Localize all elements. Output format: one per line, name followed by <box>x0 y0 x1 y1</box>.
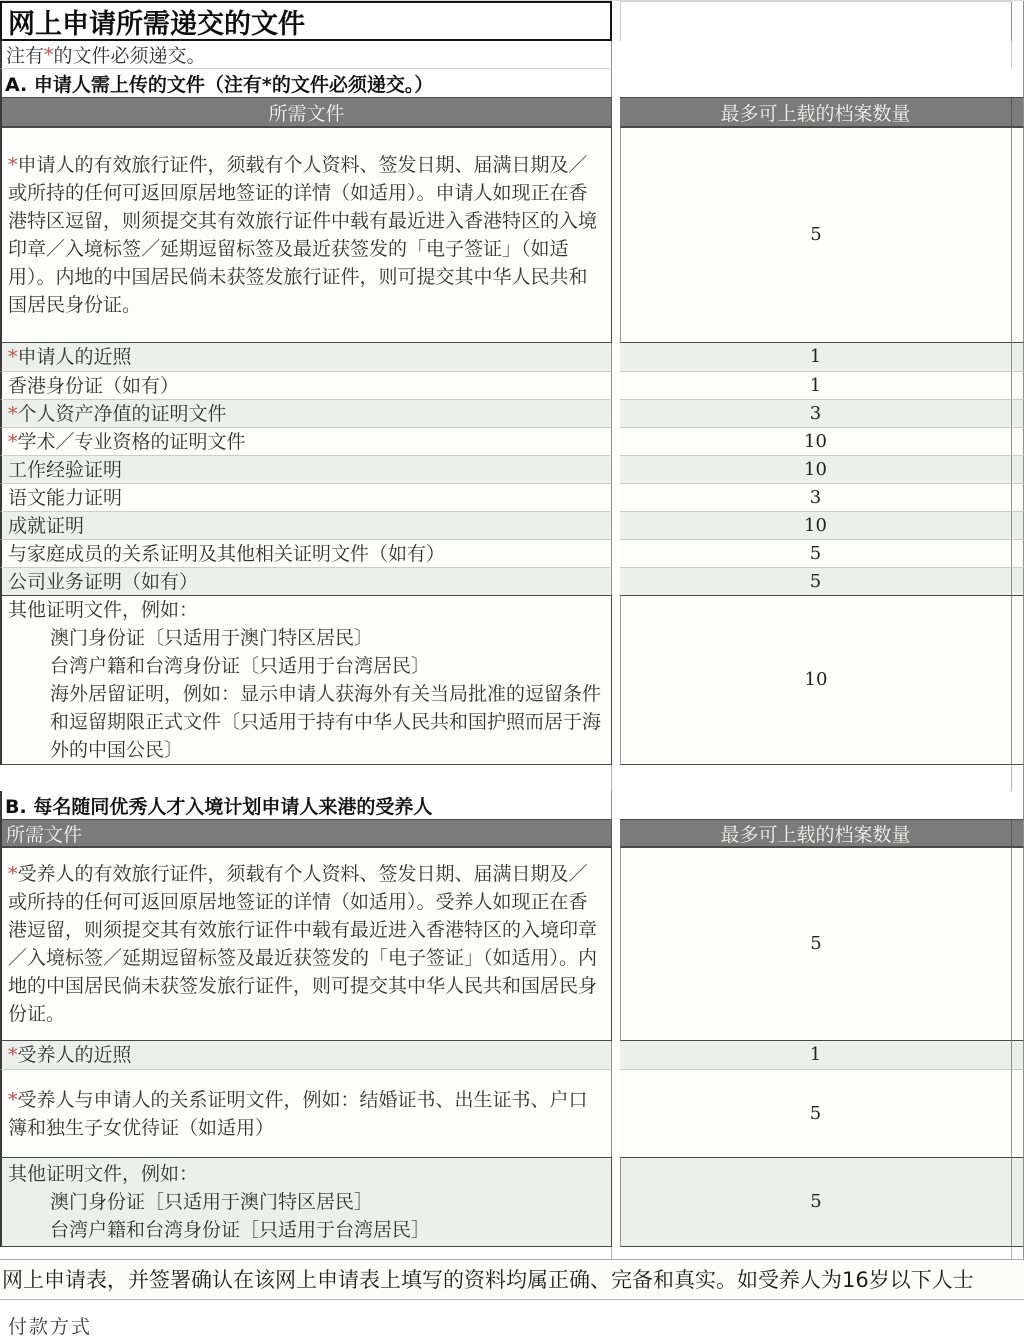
table-row <box>0 483 1024 511</box>
column-gap <box>612 343 620 371</box>
table-row <box>0 567 1024 595</box>
table-row <box>0 1157 1024 1247</box>
document-text: 成就证明 <box>8 514 85 537</box>
section-a-table-body <box>0 127 1024 765</box>
edge-sliver <box>1012 41 1024 69</box>
required-asterisk: * <box>8 430 18 453</box>
column-header-max-files: 最多可上载的档案数量 <box>620 97 1012 127</box>
document-cell <box>0 483 612 511</box>
document-sub-item: 澳门身份证〔只适用于澳门特区居民〕 <box>50 627 374 649</box>
edge-sliver <box>1012 1041 1024 1069</box>
section-b-heading: B. 每名随同优秀人才入境计划申请人来港的受养人 <box>5 795 433 818</box>
required-asterisk: * <box>8 402 18 425</box>
table-row <box>0 1069 1024 1157</box>
table-row <box>0 595 1024 765</box>
column-header-documents: 所需文件 <box>0 819 612 847</box>
section-a-table-header <box>0 97 1024 127</box>
edge-sliver <box>1012 1069 1024 1157</box>
gap-cell <box>620 1247 1012 1259</box>
page-title: 网上申请所需递交的文件 <box>8 8 305 40</box>
document-text: 工作经验证明 <box>8 458 123 481</box>
document-cell <box>0 1069 612 1157</box>
document-text: 与家庭成员的关系证明及其他相关证明文件（如有） <box>8 542 446 565</box>
note-suffix: 的文件必须递交。 <box>53 45 206 67</box>
document-text: *个人资产净值的证明文件 <box>8 402 227 425</box>
column-gap <box>612 427 620 455</box>
footer-partial-row <box>0 1299 1024 1338</box>
edge-sliver <box>1012 69 1024 97</box>
document-text: 公司业务证明（如有） <box>8 570 199 593</box>
document-cell <box>0 371 612 399</box>
section-b-heading-cell <box>0 791 612 819</box>
edge-sliver <box>1012 819 1024 847</box>
edge-sliver <box>1012 1247 1024 1259</box>
section-gap-row <box>0 765 1024 791</box>
column-gap <box>612 791 620 819</box>
document-cell <box>0 127 612 343</box>
table-row <box>0 1041 1024 1069</box>
document-text: *受养人的有效旅行证件，须载有个人资料、签发日期、届满日期及／或所持的任何可返回原居地签证的详情（如适用）。受养人如现正在香港逗留，则须提交其有效旅行证件中载有最近进入香港特区的入境印章／入境标签／延期逗留标签及最近获签发的「电子签证」（如适用）。内地的中国居民倘未获签发旅行证件，则可提交其中华人民共和国居民身份证。 <box>8 863 598 1025</box>
max-files-cell: 10 <box>620 595 1012 765</box>
edge-sliver <box>1012 595 1024 765</box>
edge-sliver <box>1012 455 1024 483</box>
required-asterisk: * <box>8 1088 18 1111</box>
column-gap <box>612 567 620 595</box>
table-row <box>0 455 1024 483</box>
column-gap <box>612 1041 620 1069</box>
gap-cell <box>620 765 1012 791</box>
column-gap <box>612 539 620 567</box>
max-files-cell: 1 <box>620 1041 1012 1069</box>
document-cell <box>0 539 612 567</box>
column-gap <box>612 127 620 343</box>
document-cell <box>0 567 612 595</box>
column-header-documents: 所需文件 <box>0 97 612 127</box>
edge-sliver <box>1012 567 1024 595</box>
title-empty-cell <box>620 1 1012 41</box>
document-cell <box>0 1041 612 1069</box>
note-prefix: 注有 <box>6 45 45 67</box>
required-asterisk: * <box>8 154 18 176</box>
section-b-table-header <box>0 819 1024 847</box>
table-row <box>0 511 1024 539</box>
table-row <box>0 539 1024 567</box>
document-cell <box>0 595 612 765</box>
column-gap <box>612 483 620 511</box>
document-sub-item: 海外居留证明，例如：显示申请人获海外有关当局批准的逗留条件和逗留期限正式文件〔只适用于持有中华人民共和国护照而居于海外的中国公民〕 <box>50 683 602 761</box>
max-files-cell: 5 <box>620 127 1012 343</box>
column-gap <box>612 765 620 791</box>
table-row <box>0 343 1024 371</box>
document-cell <box>0 455 612 483</box>
footer-partial-cutoff-text: 付款方式 <box>8 1316 93 1338</box>
edge-sliver <box>1012 127 1024 343</box>
section-a-heading: A. 申请人需上传的文件（注有*的文件必须递交。） <box>5 73 434 96</box>
max-files-cell: 10 <box>620 455 1012 483</box>
edge-sliver <box>1012 539 1024 567</box>
document-text: *受养人的近照 <box>8 1044 132 1066</box>
column-gap <box>612 399 620 427</box>
column-gap <box>612 371 620 399</box>
table-row <box>0 127 1024 343</box>
table-row <box>0 399 1024 427</box>
max-files-cell: 5 <box>620 567 1012 595</box>
column-gap <box>612 819 620 847</box>
column-header-max-files: 最多可上载的档案数量 <box>620 819 1012 847</box>
note-empty-cell <box>620 41 1012 69</box>
footer-divider-row <box>0 1247 1024 1259</box>
document-sub-item: 台湾户籍和台湾身份证［只适用于台湾居民］ <box>50 1219 431 1241</box>
document-text: *学术／专业资格的证明文件 <box>8 430 246 453</box>
title-cell <box>0 1 612 41</box>
gap-cell <box>0 1247 612 1259</box>
edge-sliver <box>1012 97 1024 127</box>
section-a-heading-cell <box>0 69 612 97</box>
column-gap <box>612 1 620 41</box>
column-gap <box>612 511 620 539</box>
gap-cell <box>0 765 612 791</box>
edge-sliver <box>1012 427 1024 455</box>
document-text: *申请人的有效旅行证件，须载有个人资料、签发日期、届满日期及／或所持的任何可返回原居地签证的详情（如适用）。申请人如现正在香港特区逗留，则须提交其有效旅行证件中载有最近进入香港特区的入境印章／入境标签／延期逗留标签及最近获签发的「电子签证」（如适用）。内地的中国居民倘未获签发旅行证件，则可提交其中华人民共和国居民身份证。 <box>8 154 598 316</box>
document-cell <box>0 847 612 1041</box>
edge-sliver <box>1012 399 1024 427</box>
footer-declaration-text: 网上申请表，并签署确认在该网上申请表上填写的资料均属正确、完备和真实。如受养人为16岁以下人士 <box>0 1259 1024 1299</box>
edge-sliver <box>1012 371 1024 399</box>
edge-sliver <box>1012 483 1024 511</box>
document-text: 香港身份证（如有） <box>8 374 180 397</box>
note-row <box>0 41 1024 69</box>
edge-sliver <box>1012 511 1024 539</box>
document-text: 语文能力证明 <box>8 486 123 509</box>
required-asterisk: * <box>8 346 18 368</box>
column-gap <box>612 41 620 69</box>
max-files-cell: 1 <box>620 371 1012 399</box>
table-row <box>0 371 1024 399</box>
section-a-heading-row <box>0 69 1024 97</box>
document-text: 其他证明文件，例如： <box>8 599 199 621</box>
document-text: *受养人与申请人的关系证明文件，例如：结婚证书、出生证书、户口簿和独生子女优待证（如适用） <box>8 1088 588 1139</box>
column-gap <box>612 595 620 765</box>
column-gap <box>612 1247 620 1259</box>
document-text: *申请人的近照 <box>8 346 132 368</box>
max-files-cell: 3 <box>620 399 1012 427</box>
document-cell <box>0 427 612 455</box>
edge-sliver <box>1012 1 1024 41</box>
column-gap <box>612 847 620 1041</box>
table-row <box>0 427 1024 455</box>
required-asterisk: * <box>8 863 18 885</box>
edge-sliver <box>1012 343 1024 371</box>
max-files-cell: 5 <box>620 539 1012 567</box>
column-gap <box>612 1069 620 1157</box>
column-gap <box>612 455 620 483</box>
column-gap <box>612 1157 620 1247</box>
document-cell <box>0 1157 612 1247</box>
edge-sliver <box>1012 791 1024 819</box>
empty-cell <box>620 791 1012 819</box>
note-cell <box>0 41 612 69</box>
document-cell <box>0 399 612 427</box>
section-b-heading-row <box>0 791 1024 819</box>
document-text: 其他证明文件，例如： <box>8 1163 199 1185</box>
document-cell <box>0 511 612 539</box>
max-files-cell: 1 <box>620 343 1012 371</box>
column-gap <box>612 69 620 97</box>
document-sub-item: 澳门身份证［只适用于澳门特区居民］ <box>50 1191 374 1213</box>
max-files-cell: 10 <box>620 511 1012 539</box>
section-b-table-body <box>0 847 1024 1247</box>
column-gap <box>612 97 620 127</box>
required-asterisk: * <box>44 43 54 66</box>
max-files-cell: 5 <box>620 847 1012 1041</box>
max-files-cell: 3 <box>620 483 1012 511</box>
edge-sliver <box>1012 765 1024 791</box>
edge-sliver <box>1012 847 1024 1041</box>
document-title-row <box>0 1 1024 41</box>
max-files-cell: 5 <box>620 1069 1012 1157</box>
table-row <box>0 847 1024 1041</box>
document-sub-item: 台湾户籍和台湾身份证〔只适用于台湾居民〕 <box>50 655 431 677</box>
document-cell <box>0 343 612 371</box>
empty-cell <box>620 69 1012 97</box>
required-asterisk: * <box>8 1044 18 1066</box>
max-files-cell: 5 <box>620 1157 1012 1247</box>
edge-sliver <box>1012 1157 1024 1247</box>
max-files-cell: 10 <box>620 427 1012 455</box>
